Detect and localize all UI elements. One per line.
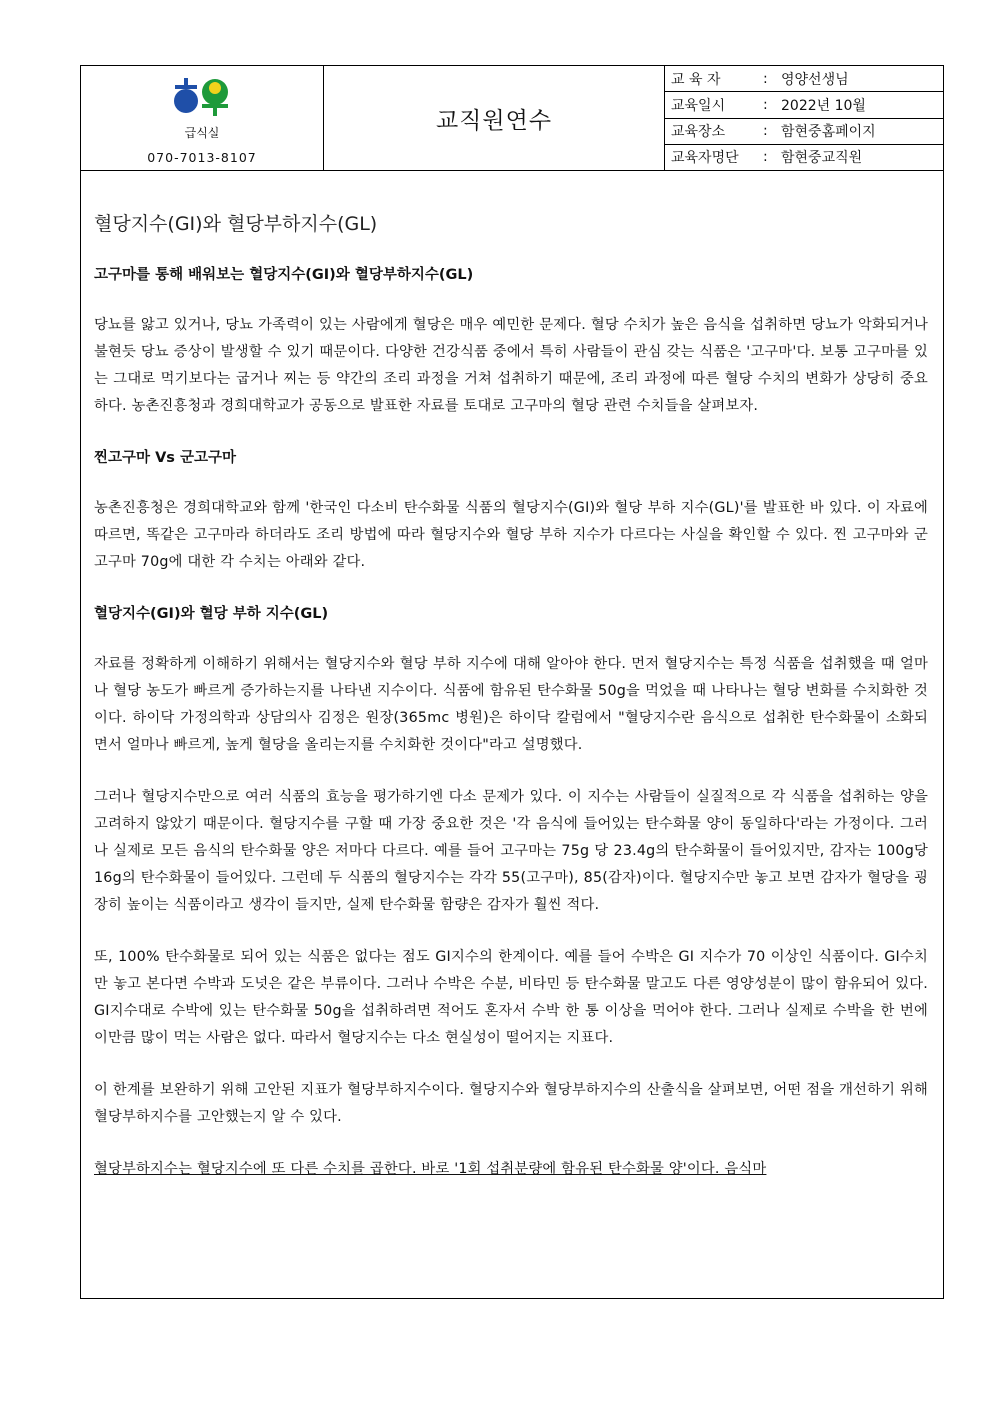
paragraph: 또, 100% 탄수화물로 되어 있는 식품은 없다는 점도 GI지수의 한계이다. 예를 들어 수박은 GI 지수가 70 이상인 식품이다. GI수치만 놓고 본다면 수박과 도넛은 같은 부류이다. 그러나 수박은 수분, 비타민 등 탄수화물 말고도 다른 영양성분이 많이 함유되어 있다. GI지수대로 수박에 있는 탄수화물 50g을 섭취하려면 적어도 혼자서 수박 한 통 이상을 먹어야 한다. 그러나 실제로 수박을 한 번에 이만큼 많이 먹는 사람은 없다. 따라서 혈당지수는 다소 현실성이 떨어지는 지표다.: [94, 949, 928, 1046]
info-row-place: [665, 119, 943, 145]
info-value: 함현중교직원: [781, 150, 863, 167]
header-table: [81, 66, 943, 171]
info-separator: :: [763, 96, 768, 113]
info-table: [665, 66, 943, 170]
school-logo-icon: [171, 74, 233, 118]
info-value: 영양선생님: [781, 71, 849, 88]
info-separator: :: [763, 123, 768, 140]
department-label: 급식실: [184, 126, 220, 140]
paragraph-continued: 혈당부하지수는 혈당지수에 또 다른 수치를 곱한다. 바로 '1회 섭취분량에 함유된 탄수화물 양'이다. 음식마: [94, 1161, 767, 1177]
info-value: 2022년 10월: [781, 97, 866, 114]
paragraph: 자료를 정확하게 이해하기 위해서는 혈당지수와 혈당 부하 지수에 대해 알아야 한다. 먼저 혈당지수는 특정 식품을 섭취했을 때 얼마나 혈당 농도가 빠르게 증가하는지를 나타낸 지수이다. 식품에 함유된 탄수화물 50g을 먹었을 때 나타나는 혈당 변화를 수치화한 것이다. 하이닥 가정의학과 상담의사 김정은 원장(365mc 병원)은 하이닥 칼럼에서 "혈당지수란 음식으로 섭취한 탄수화물이 소화되면서 얼마나 빠르게, 높게 혈당을 올리는지를 수치화한 것이다"라고 설명했다.: [94, 656, 928, 753]
paragraph: 이 한계를 보완하기 위해 고안된 지표가 혈당부하지수이다. 혈당지수와 혈당부하지수의 산출식을 살펴보면, 어떤 점을 개선하기 위해 혈당부하지수를 고안했는지 알 수 있다.: [94, 1082, 928, 1125]
section-heading: 고구마를 통해 배워보는 혈당지수(GI)와 혈당부하지수(GL): [94, 267, 474, 283]
info-value: 함현중홈페이지: [781, 124, 876, 141]
info-separator: :: [763, 70, 768, 87]
section-heading: 혈당지수(GI)와 혈당 부하 지수(GL): [94, 606, 329, 622]
info-row-attendees: [665, 145, 943, 170]
info-label: 교육자명단: [671, 150, 739, 167]
article-title: 혈당지수(GI)와 혈당부하지수(GL): [94, 213, 378, 235]
info-label: 교 육 자: [671, 71, 721, 88]
section-heading: 찐고구마 Vs 군고구마: [94, 450, 237, 466]
paragraph: 당뇨를 앓고 있거나, 당뇨 가족력이 있는 사람에게 혈당은 매우 예민한 문제다. 혈당 수치가 높은 음식을 섭취하면 당뇨가 악화되거나 불현듯 당뇨 증상이 발생할 수 있기 때문이다. 다양한 건강식품 중에서 특히 사람들이 관심 갖는 식품은 '고구마'다. 보통 고구마를 있는 그대로 먹기보다는 굽거나 찌는 등 약간의 조리 과정을 거쳐 섭취하기 때문에, 조리 과정에 따른 혈당 수치의 변화가 상당히 중요하다. 농촌진흥청과 경희대학교가 공동으로 발표한 자료를 토대로 고구마의 혈당 관련 수치들을 살펴보자.: [94, 317, 928, 414]
document-title: 교직원연수: [324, 66, 665, 170]
article-body: [81, 209, 943, 1183]
phone-number: 070-7013-8107: [147, 150, 257, 165]
info-row-educator: [665, 66, 943, 92]
paragraph: 농촌진흥청은 경희대학교와 함께 '한국인 다소비 탄수화물 식품의 혈당지수(GI)와 혈당 부하 지수(GL)'를 발표한 바 있다. 이 자료에 따르면, 똑같은 고구마라 하더라도 조리 방법에 따라 혈당지수와 혈당 부하 지수가 다르다는 사실을 확인할 수 있다. 찐 고구마와 군고구마 70g에 대한 각 수치는 아래와 같다.: [94, 500, 928, 570]
info-label: 교육일시: [671, 97, 726, 114]
logo-cell: [81, 66, 324, 170]
info-separator: :: [763, 149, 768, 166]
info-label: 교육장소: [671, 124, 726, 141]
paragraph: 그러나 혈당지수만으로 여러 식품의 효능을 평가하기엔 다소 문제가 있다. 이 지수는 사람들이 실질적으로 각 식품을 섭취하는 양을 고려하지 않았기 때문이다. 혈당지수를 구할 때 가장 중요한 것은 '각 음식에 들어있는 탄수화물 양이 동일하다'라는 가정이다. 그러나 실제로 모든 음식의 탄수화물 양은 저마다 다르다. 예를 들어 고구마는 75g 당 23.4g의 탄수화물이 들어있지만, 감자는 100g당 16g의 탄수화물이 들어있다. 그런데 두 식품의 혈당지수는 각각 55(고구마), 85(감자)이다. 혈당지수만 놓고 보면 감자가 혈당을 굉장히 높이는 식품이라고 생각이 들지만, 실제 탄수화물 함량은 감자가 훨씬 적다.: [94, 789, 928, 913]
info-row-date: [665, 92, 943, 118]
document-page: [80, 65, 944, 1299]
